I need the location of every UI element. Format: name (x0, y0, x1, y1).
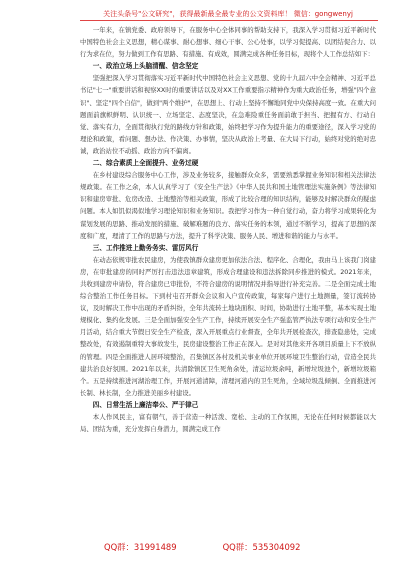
section-heading: 三、工作推进上勤务务实、雷厉风行 (92, 243, 199, 252)
footer-qq-group-1: QQ群：31991489 (104, 542, 177, 552)
footer-qq-group-2: QQ群：535304092 (222, 542, 301, 552)
header-rule (80, 20, 378, 21)
body-paragraph: 在动态依规审批农民建房，为使我镇群众建房更加依法合法、程序化、合理化，我由马上该我门岗建房，在审批建房的同时严厉打击违法违章建筑，形成合理建设和违法拆除同步推进的模式。2021年来，共收到建房申请份，符合建房已审批份，不符合建房的说明情况并指导进行补充完善。二是全面完成土地综合整治工作任务目标。下到村屯召开群众会议和入户宣传政策，每家每户进行土地测量，签订流转协议，及时解决工作中出现的矛盾纠纷，全年共流转土地块面积、时间，协助进行土地平整，基本实现土地规模化、集约化发展。三是全面加强安全生产工作，持续开展安全生产强监管严执法专项行动和安全生产月活动，结合重大节假日安全生产检查，深入开展重点行业督查，全年共开展检查次，排查隐患处，完成整改处，有效遏制重特大事故发生，民房建设整治工作正在深入。是对对其他来开各项目质量上下不放纵的管理。四是全面推进人居环境整治，召集镇区各村及机关事业单位开展环境卫生整治行动，营造全民共建共治良好氛围。2021年以来，共清除镇区卫生死角余处，清运垃圾余吨，新增垃圾池个，新增垃圾箱个。五是持续推进河湖治理工作，开展河道清障，清理河道内的卫生死角，全域垃圾乱倾倒、全面推进河长制、林长制，全力推进美丽乡村建设。 (80, 255, 376, 397)
body-paragraph: 一年来，在镇党委、政府领导下，在服务中心全体同事的帮助支持下，我深入学习贯彻习近平新时代中国特色社会主义思想，精心谋事、耐心想事、细心干事、公心处事，以学习促提高、以团结促合力、以行为求在位，努力做到工作有思路、有措施、有成效，圆满完成各种任务目标，现将个人工作总结如下： (80, 26, 376, 59)
header-banner: 关注头条号"公文研究"，获得最新最全最专业的公文资料库！ 微信：gongwenyj (103, 10, 353, 18)
document-body (80, 24, 376, 435)
section-heading: 二、综合素质上全面提升、业务过硬 (92, 159, 199, 168)
body-paragraph: 坚强把深入学习贯彻落实习近平新时代中国特色社会主义思想、党的十九届六中全会精神、习近平总书记"七一"重要讲话和视察XX时的重要讲话以及对XX工作重要指示精神作为重大政治任务，增强"四个意识"、坚定"四个自信"，做到"两个维护"，在思想上、行动上坚持不懈地同党中央保持高度一致。在重大问题面前旗帜鲜明、认识统一、立场坚定、态度坚决，在急难险重任务面前敢于担当、把握有方、行动自觉、落实有力，全面贯彻执行党的路线方针和政策，始终把学习作为提升能力的重要途径，深入学习党的理论和政策，看问题、想办法、作决策、办事情，坚决从政治上考量、在大局下行动，始终对党的绝对忠诚，政治站位不动摇、政治方向不偏离。 (80, 74, 376, 155)
body-paragraph: 本人作风民主，富有朝气，善于营造一种活泼、宽松、主动的工作氛围，无论在任何时候都能以大局、团结为重，充分发挥自身潜力，圆满完成工作 (80, 413, 376, 434)
section-heading: 四、日常生活上廉洁奉公、严于律己 (92, 400, 199, 409)
section-heading: 一、政治立场上头脑清醒、信念坚定 (92, 62, 199, 71)
footer (104, 541, 344, 553)
body-paragraph: 在乡村建设综合服务中心工作，涉及业务较多，接触群众众多，需要熟悉掌握业务知识和相关法律法规政策。在工作之余，本人认真学习了《安全生产法》《中华人民共和国土地管理法实施条例》等法律知识和建房审批、危房改造、土地整治等相关政策，形成了比较合理的知识结构，能够及时解决群众的疑虑问题。本人如饥似渴似地学习理论知识和业务知识。我把学习作为一种自觉行动，奋力将学习成果转化为谋划发展的思路、推动发展的措施、破解难题的良方、落实任务的本领，通过不断学习，提高了思想的深度和广度，理清了工作的思路与方法，提升了科学决策、服务人民、增进和谐的能力与水平。 (80, 171, 376, 240)
